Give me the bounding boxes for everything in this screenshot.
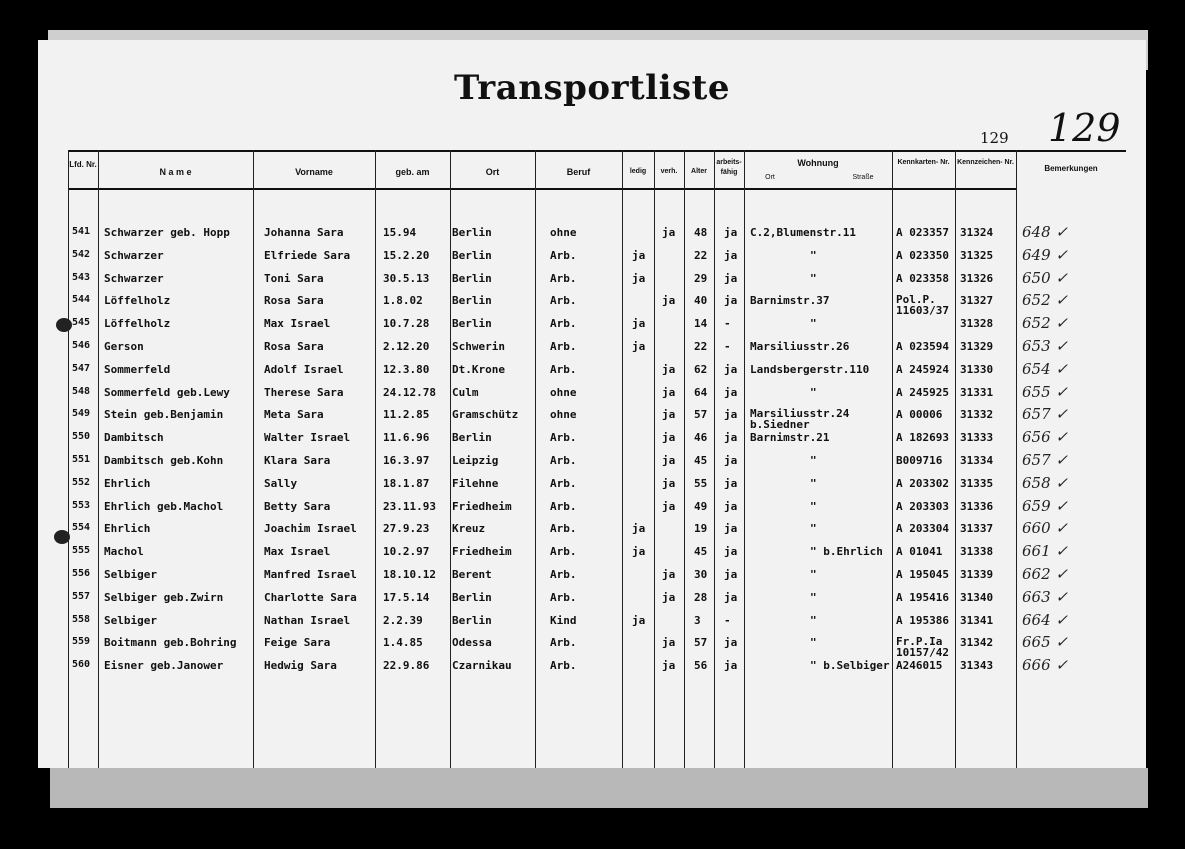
cell-name: Gerson: [104, 340, 144, 353]
cell-arbeitsfaehig: ja: [724, 590, 738, 604]
cell-vorname: Walter Israel: [264, 431, 351, 445]
cell-geb-am: 11.6.96: [383, 431, 430, 445]
cell-beruf: Arb.: [550, 545, 577, 559]
cell-geb-am: 12.3.80: [383, 362, 430, 376]
cell-verh: ja: [662, 499, 676, 513]
cell-kennzeichen: 31335: [960, 476, 994, 490]
cell-arbeitsfaehig: ja: [724, 226, 738, 239]
cell-alter: 45: [694, 454, 708, 467]
cell-alter: 14: [694, 317, 708, 331]
cell-ledig: ja: [632, 271, 646, 285]
cell-name: Selbiger: [104, 613, 157, 627]
cell-verh: ja: [662, 431, 676, 445]
cell-beruf: Arb.: [550, 362, 577, 376]
cell-vorname: Meta Sara: [264, 408, 324, 422]
column-rule: [714, 150, 715, 768]
cell-kennzeichen: 31330: [960, 362, 994, 376]
cell-beruf: Arb.: [550, 317, 577, 331]
cell-ort: Berlin: [452, 271, 492, 285]
cell-verh: ja: [662, 454, 676, 467]
cell-lfd-nr: 545: [72, 317, 91, 329]
cell-arbeitsfaehig: ja: [724, 545, 738, 559]
cell-bemerkung-handwritten: 662 ✓: [1022, 565, 1068, 583]
cell-beruf: ohne: [550, 385, 577, 399]
cell-verh: ja: [662, 568, 676, 581]
cell-kennkarte: A 023350: [896, 248, 949, 262]
cell-geb-am: 30.5.13: [383, 271, 430, 285]
cell-wohnung: Barnimstr.21: [750, 431, 830, 445]
cell-bemerkung-handwritten: 661 ✓: [1022, 542, 1068, 561]
cell-alter: 22: [694, 248, 708, 262]
header-wohnung-strasse: Straße: [852, 174, 874, 181]
cell-geb-am: 18.1.87: [383, 476, 430, 490]
cell-bemerkung-handwritten: 655 ✓: [1022, 382, 1068, 401]
cell-geb-am: 1.8.02: [383, 294, 423, 308]
column-rule: [375, 150, 376, 768]
cell-geb-am: 16.3.97: [383, 454, 430, 467]
cell-vorname: Klara Sara: [264, 454, 331, 467]
header-lfd-nr: Lfd. Nr.: [69, 160, 97, 169]
cell-ort: Gramschütz: [452, 408, 519, 422]
header-wohnung-ort: Ort: [765, 174, 775, 181]
cell-geb-am: 10.7.28: [383, 317, 430, 331]
document-title: Transportliste: [453, 68, 730, 108]
cell-wohnung: ": [810, 385, 817, 399]
cell-lfd-nr: 550: [72, 431, 91, 443]
cell-vorname: Sally: [264, 476, 298, 490]
column-rule: [744, 150, 745, 768]
column-rule: [68, 150, 69, 768]
cell-ort: Berlin: [452, 226, 492, 239]
cell-name: Schwarzer: [104, 271, 164, 285]
cell-vorname: Betty Sara: [264, 499, 331, 513]
cell-ledig: ja: [632, 613, 646, 627]
cell-bemerkung-handwritten: 649 ✓: [1022, 245, 1068, 264]
cell-arbeitsfaehig: ja: [724, 271, 738, 285]
cell-bemerkung-handwritten: 657 ✓: [1022, 405, 1068, 424]
cell-lfd-nr: 546: [72, 340, 91, 351]
cell-vorname: Max Israel: [264, 317, 331, 331]
cell-arbeitsfaehig: ja: [724, 499, 738, 513]
cell-arbeitsfaehig: ja: [724, 431, 738, 445]
cell-ort: Berlin: [452, 294, 492, 308]
cell-bemerkung-handwritten: 663 ✓: [1022, 587, 1068, 606]
cell-bemerkung-handwritten: 648 ✓: [1022, 223, 1068, 241]
cell-vorname: Therese Sara: [264, 385, 344, 399]
cell-ort: Leipzig: [452, 454, 499, 467]
cell-kennzeichen: 31338: [960, 545, 994, 559]
column-rule: [684, 150, 685, 768]
cell-geb-am: 17.5.14: [383, 590, 430, 604]
cell-kennkarte: Pol.P. 11603/37: [896, 293, 949, 318]
cell-lfd-nr: 551: [72, 454, 91, 465]
column-rule: [654, 150, 655, 768]
cell-wohnung: ": [810, 454, 817, 467]
page-number-handwritten: 129: [1048, 106, 1121, 150]
cell-alter: 62: [694, 362, 708, 376]
cell-kennzeichen: 31328: [960, 317, 994, 331]
cell-arbeitsfaehig: ja: [724, 248, 738, 262]
cell-vorname: Charlotte Sara: [264, 590, 357, 604]
cell-geb-am: 1.4.85: [383, 636, 423, 650]
cell-kennzeichen: 31325: [960, 248, 994, 262]
cell-name: Schwarzer geb. Hopp: [104, 226, 230, 239]
cell-kennkarte: A 195045: [896, 568, 949, 581]
cell-name: Selbiger geb.Zwirn: [104, 590, 224, 604]
cell-lfd-nr: 557: [72, 590, 91, 602]
cell-ort: Friedheim: [452, 499, 512, 513]
cell-name: Ehrlich geb.Machol: [104, 499, 224, 513]
column-rule: [955, 150, 956, 768]
cell-alter: 30: [694, 568, 708, 581]
cell-arbeitsfaehig: -: [724, 317, 731, 331]
cell-bemerkung-handwritten: 653 ✓: [1022, 337, 1068, 355]
cell-kennzeichen: 31331: [960, 385, 994, 399]
punch-hole-top: [56, 318, 72, 332]
cell-ort: Berlin: [452, 613, 492, 627]
cell-alter: 40: [694, 294, 708, 308]
cell-arbeitsfaehig: ja: [724, 362, 738, 376]
cell-wohnung: Marsiliusstr.26: [750, 340, 850, 353]
cell-arbeitsfaehig: ja: [724, 636, 738, 650]
cell-lfd-nr: 558: [72, 613, 91, 625]
cell-beruf: Arb.: [550, 248, 577, 262]
cell-geb-am: 22.9.86: [383, 659, 430, 673]
cell-arbeitsfaehig: ja: [724, 385, 738, 399]
cell-geb-am: 27.9.23: [383, 522, 430, 536]
cell-bemerkung-handwritten: 652 ✓: [1022, 314, 1068, 333]
cell-ort: Culm: [452, 385, 479, 399]
header-vorname: Vorname: [295, 167, 333, 177]
cell-bemerkung-handwritten: 664 ✓: [1022, 610, 1068, 629]
cell-bemerkung-handwritten: 666 ✓: [1022, 656, 1068, 675]
cell-kennzeichen: 31336: [960, 499, 994, 513]
cell-alter: 57: [694, 636, 708, 650]
cell-geb-am: 23.11.93: [383, 499, 436, 513]
cell-wohnung: ": [810, 248, 817, 262]
column-rule: [892, 150, 893, 768]
cell-beruf: Arb.: [550, 476, 577, 490]
cell-bemerkung-handwritten: 656 ✓: [1022, 428, 1068, 447]
cell-arbeitsfaehig: -: [724, 340, 731, 353]
cell-wohnung: ": [810, 499, 817, 513]
header-ledig: ledig: [629, 168, 647, 175]
cell-kennkarte: A 245925: [896, 385, 949, 399]
cell-kennkarte: A 195386: [896, 613, 949, 627]
cell-alter: 57: [694, 408, 708, 422]
cell-ort: Czarnikau: [452, 659, 512, 673]
header-geb-am: geb. am: [395, 167, 430, 177]
cell-ort: Schwerin: [452, 340, 505, 353]
cell-verh: ja: [662, 408, 676, 422]
cell-beruf: Arb.: [550, 294, 577, 308]
header-beruf: Beruf: [566, 167, 591, 177]
cell-vorname: Joachim Israel: [264, 522, 357, 536]
cell-vorname: Rosa Sara: [264, 294, 324, 308]
cell-name: Ehrlich: [104, 522, 151, 536]
cell-kennzeichen: 31341: [960, 613, 994, 627]
header-name: N a m e: [159, 167, 192, 177]
cell-alter: 3: [694, 613, 701, 627]
document-page: [38, 40, 1146, 768]
cell-bemerkung-handwritten: 650 ✓: [1022, 268, 1068, 287]
cell-ledig: ja: [632, 522, 646, 536]
cell-arbeitsfaehig: ja: [724, 454, 738, 467]
cell-kennkarte: A 023594: [896, 340, 949, 353]
cell-alter: 19: [694, 522, 708, 536]
cell-kennzeichen: 31334: [960, 454, 994, 467]
cell-beruf: Arb.: [550, 568, 577, 581]
cell-lfd-nr: 559: [72, 636, 91, 648]
cell-wohnung: " b.Ehrlich: [810, 545, 883, 559]
cell-name: Machol: [104, 545, 144, 559]
cell-alter: 22: [694, 340, 708, 353]
cell-name: Schwarzer: [104, 248, 164, 262]
cell-ort: Friedheim: [452, 545, 512, 559]
cell-bemerkung-handwritten: 654 ✓: [1022, 359, 1068, 378]
table-top-rule: [68, 150, 1126, 152]
cell-arbeitsfaehig: ja: [724, 568, 738, 581]
cell-name: Boitmann geb.Bohring: [104, 636, 237, 650]
cell-wohnung: ": [810, 636, 817, 650]
cell-ort: Dt.Krone: [452, 362, 505, 376]
punch-hole-bottom: [54, 530, 70, 544]
cell-kennzeichen: 31337: [960, 522, 994, 536]
cell-ledig: ja: [632, 545, 646, 559]
cell-lfd-nr: 542: [72, 248, 91, 260]
column-rule: [98, 150, 99, 768]
cell-name: Eisner geb.Janower: [104, 659, 224, 673]
cell-kennzeichen: 31326: [960, 271, 994, 285]
cell-ort: Berlin: [452, 590, 492, 604]
cell-lfd-nr: 547: [72, 362, 91, 374]
cell-name: Dambitsch: [104, 431, 164, 445]
cell-alter: 45: [694, 545, 708, 559]
column-rule: [1016, 150, 1017, 768]
cell-kennkarte: A 203302: [896, 476, 949, 490]
cell-wohnung: ": [810, 568, 817, 581]
cell-bemerkung-handwritten: 658 ✓: [1022, 473, 1068, 492]
cell-kennzeichen: 31339: [960, 568, 994, 581]
cell-name: Ehrlich: [104, 476, 151, 490]
cell-alter: 48: [694, 226, 708, 239]
cell-name: Selbiger: [104, 568, 157, 581]
cell-vorname: Adolf Israel: [264, 362, 344, 376]
cell-name: Dambitsch geb.Kohn: [104, 454, 224, 467]
cell-kennzeichen: 31324: [960, 226, 994, 239]
cell-kennzeichen: 31333: [960, 431, 994, 445]
cell-kennkarte: Fr.P.Ia 10157/42: [896, 635, 949, 660]
cell-verh: ja: [662, 590, 676, 604]
cell-kennkarte: A 203303: [896, 499, 949, 513]
cell-bemerkung-handwritten: 659 ✓: [1022, 496, 1068, 515]
cell-kennzeichen: 31340: [960, 590, 994, 604]
cell-beruf: Arb.: [550, 340, 577, 353]
cell-alter: 49: [694, 499, 708, 513]
cell-vorname: Johanna Sara: [264, 226, 344, 239]
cell-ort: Filehne: [452, 476, 499, 490]
cell-name: Sommerfeld geb.Lewy: [104, 385, 230, 399]
cell-arbeitsfaehig: ja: [724, 476, 738, 490]
cell-beruf: Arb.: [550, 431, 577, 445]
cell-alter: 55: [694, 476, 708, 490]
cell-ort: Odessa: [452, 636, 492, 650]
cell-wohnung: ": [810, 271, 817, 285]
cell-beruf: ohne: [550, 226, 577, 239]
cell-kennzeichen: 31329: [960, 340, 994, 353]
header-verh: verh.: [660, 168, 678, 175]
cell-alter: 46: [694, 431, 708, 445]
cell-lfd-nr: 554: [72, 522, 91, 534]
cell-vorname: Toni Sara: [264, 271, 324, 285]
column-rule: [253, 150, 254, 768]
cell-lfd-nr: 560: [72, 659, 91, 671]
cell-beruf: Kind: [550, 613, 577, 627]
cell-lfd-nr: 541: [72, 226, 91, 237]
page-number: 129: [980, 129, 1009, 147]
cell-wohnung: C.2,Blumenstr.11: [750, 226, 856, 239]
cell-arbeitsfaehig: ja: [724, 408, 738, 422]
cell-name: Löffelholz: [104, 317, 171, 331]
cell-vorname: Feige Sara: [264, 636, 331, 650]
header-wohnung: Wohnung: [797, 158, 839, 168]
cell-lfd-nr: 543: [72, 271, 91, 283]
cell-lfd-nr: 548: [72, 385, 91, 397]
cell-kennkarte: A 245924: [896, 362, 949, 376]
cell-kennkarte: B009716: [896, 454, 943, 467]
header-alter: Alter: [691, 168, 707, 175]
column-rule: [450, 150, 451, 768]
cell-vorname: Rosa Sara: [264, 340, 324, 353]
cell-ort: Berlin: [452, 431, 492, 445]
cell-name: Stein geb.Benjamin: [104, 408, 224, 422]
cell-name: Sommerfeld: [104, 362, 171, 376]
table-header-rule: [68, 188, 1016, 190]
cell-verh: ja: [662, 659, 676, 673]
cell-kennkarte: A 195416: [896, 590, 949, 604]
cell-kennkarte: A 01041: [896, 545, 943, 559]
paper-edge-bottom: [50, 768, 1148, 808]
cell-lfd-nr: 552: [72, 476, 91, 488]
cell-wohnung: ": [810, 613, 817, 627]
cell-geb-am: 18.10.12: [383, 568, 436, 581]
header-ort: Ort: [485, 167, 500, 177]
header-kennzeichen: Kennzeichen- Nr.: [957, 159, 1014, 166]
cell-vorname: Manfred Israel: [264, 568, 357, 581]
cell-lfd-nr: 556: [72, 568, 91, 579]
cell-beruf: Arb.: [550, 659, 577, 673]
cell-verh: ja: [662, 476, 676, 490]
cell-vorname: Nathan Israel: [264, 613, 351, 627]
cell-geb-am: 2.12.20: [383, 340, 430, 353]
cell-wohnung: ": [810, 317, 817, 331]
cell-beruf: ohne: [550, 408, 577, 422]
cell-vorname: Max Israel: [264, 545, 331, 559]
cell-vorname: Hedwig Sara: [264, 659, 337, 673]
cell-beruf: Arb.: [550, 271, 577, 285]
cell-arbeitsfaehig: ja: [724, 294, 738, 308]
cell-beruf: Arb.: [550, 522, 577, 536]
cell-bemerkung-handwritten: 665 ✓: [1022, 633, 1068, 652]
cell-alter: 28: [694, 590, 708, 604]
column-rule: [535, 150, 536, 768]
cell-wohnung: Barnimstr.37: [750, 294, 830, 308]
cell-kennkarte: A 023357: [896, 226, 949, 239]
cell-geb-am: 2.2.39: [383, 613, 423, 627]
cell-geb-am: 15.94: [383, 226, 417, 239]
cell-lfd-nr: 549: [72, 408, 91, 420]
cell-lfd-nr: 553: [72, 499, 91, 511]
cell-beruf: Arb.: [550, 636, 577, 650]
cell-arbeitsfaehig: ja: [724, 659, 738, 673]
cell-alter: 64: [694, 385, 708, 399]
cell-ort: Berent: [452, 568, 492, 581]
cell-verh: ja: [662, 294, 676, 308]
cell-lfd-nr: 555: [72, 545, 91, 557]
cell-kennzeichen: 31332: [960, 408, 994, 422]
cell-kennzeichen: 31327: [960, 294, 994, 308]
cell-alter: 56: [694, 659, 708, 673]
cell-bemerkung-handwritten: 652 ✓: [1022, 291, 1068, 310]
cell-arbeitsfaehig: ja: [724, 522, 738, 536]
header-arbeitsfaehig: arbeits- fähig: [716, 159, 742, 176]
cell-geb-am: 11.2.85: [383, 408, 430, 422]
cell-beruf: Arb.: [550, 590, 577, 604]
cell-ledig: ja: [632, 317, 646, 331]
cell-alter: 29: [694, 271, 708, 285]
cell-ledig: ja: [632, 340, 646, 353]
cell-geb-am: 24.12.78: [383, 385, 436, 399]
cell-geb-am: 15.2.20: [383, 248, 430, 262]
cell-ledig: ja: [632, 248, 646, 262]
column-rule: [622, 150, 623, 768]
cell-bemerkung-handwritten: 660 ✓: [1022, 519, 1068, 538]
cell-lfd-nr: 544: [72, 294, 91, 306]
cell-wohnung: " b.Selbiger: [810, 659, 890, 673]
cell-kennkarte: A 182693: [896, 431, 949, 445]
cell-kennkarte: A 023358: [896, 271, 949, 285]
cell-wohnung: ": [810, 590, 817, 604]
cell-wohnung: ": [810, 476, 817, 490]
cell-ort: Kreuz: [452, 522, 486, 536]
cell-kennkarte: A246015: [896, 659, 943, 673]
header-bemerkungen: Bemerkungen: [1044, 164, 1098, 173]
cell-name: Löffelholz: [104, 294, 171, 308]
cell-arbeitsfaehig: -: [724, 613, 731, 627]
cell-kennkarte: A 203304: [896, 522, 949, 536]
cell-beruf: Arb.: [550, 454, 577, 467]
cell-beruf: Arb.: [550, 499, 577, 513]
cell-kennzeichen: 31343: [960, 659, 994, 673]
cell-wohnung: Marsiliusstr.24 b.Siedner: [750, 407, 850, 432]
cell-vorname: Elfriede Sara: [264, 248, 351, 262]
cell-kennkarte: A 00006: [896, 408, 943, 422]
cell-verh: ja: [662, 385, 676, 399]
cell-verh: ja: [662, 362, 676, 376]
cell-bemerkung-handwritten: 657 ✓: [1022, 451, 1068, 469]
cell-ort: Berlin: [452, 248, 492, 262]
cell-verh: ja: [662, 226, 676, 239]
cell-kennzeichen: 31342: [960, 636, 994, 650]
cell-wohnung: ": [810, 522, 817, 536]
cell-verh: ja: [662, 636, 676, 650]
cell-ort: Berlin: [452, 317, 492, 331]
cell-wohnung: Landsbergerstr.110: [750, 362, 870, 376]
cell-geb-am: 10.2.97: [383, 545, 430, 559]
header-kennkarten: Kennkarten- Nr.: [897, 159, 950, 166]
